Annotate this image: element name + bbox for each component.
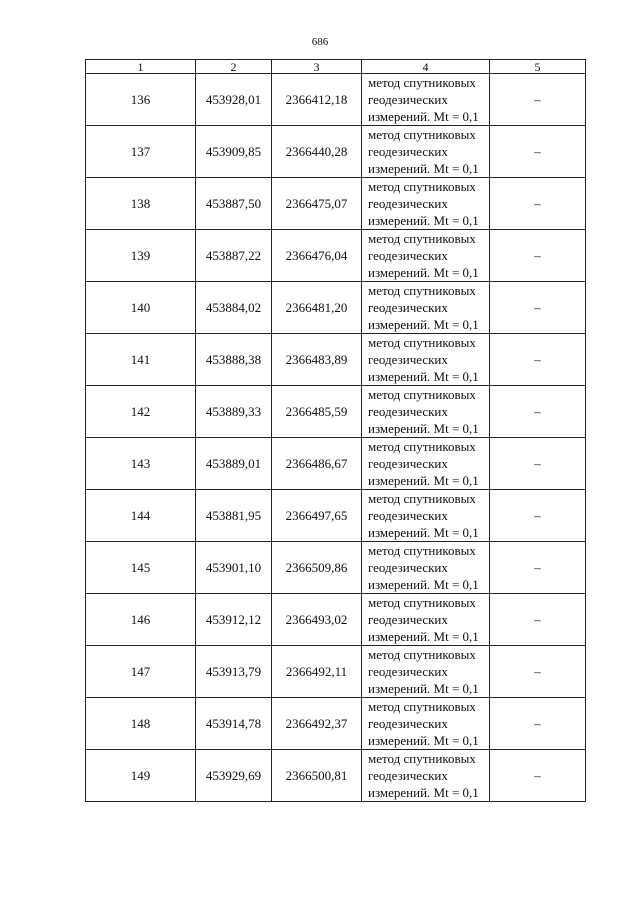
y-coordinate-cell: 2366493,02: [272, 594, 362, 646]
table-row: [86, 750, 586, 802]
y-coordinate-cell: 2366481,20: [272, 282, 362, 334]
column-header: 1: [86, 60, 196, 74]
method-line: измерений. Mt = 0,1: [368, 213, 479, 228]
method-line: измерений. Mt = 0,1: [368, 733, 479, 748]
x-coordinate-cell: 453928,01: [196, 74, 272, 126]
method-line: измерений. Mt = 0,1: [368, 785, 479, 800]
coordinates-table: [85, 59, 586, 802]
method-line: измерений. Mt = 0,1: [368, 161, 479, 176]
point-number-cell: 143: [86, 438, 196, 490]
note-cell: –: [490, 646, 586, 698]
method-line: геодезических: [368, 612, 448, 627]
method-cell: [362, 542, 490, 594]
y-coordinate-cell: 2366486,67: [272, 438, 362, 490]
method-line: метод спутниковых: [368, 439, 476, 454]
x-coordinate-cell: 453887,22: [196, 230, 272, 282]
table-row: [86, 334, 586, 386]
method-cell: [362, 282, 490, 334]
method-cell: [362, 126, 490, 178]
point-number-cell: 138: [86, 178, 196, 230]
y-coordinate-cell: 2366497,65: [272, 490, 362, 542]
table-row: [86, 490, 586, 542]
method-line: измерений. Mt = 0,1: [368, 681, 479, 696]
x-coordinate-cell: 453888,38: [196, 334, 272, 386]
method-line: метод спутниковых: [368, 75, 476, 90]
column-header: 5: [490, 60, 586, 74]
method-line: метод спутниковых: [368, 387, 476, 402]
note-cell: –: [490, 178, 586, 230]
note-cell: –: [490, 334, 586, 386]
y-coordinate-cell: 2366412,18: [272, 74, 362, 126]
method-line: метод спутниковых: [368, 283, 476, 298]
y-coordinate-cell: 2366492,37: [272, 698, 362, 750]
method-line: метод спутниковых: [368, 647, 476, 662]
table-row: [86, 646, 586, 698]
method-line: геодезических: [368, 508, 448, 523]
table-header-row: [86, 60, 586, 74]
y-coordinate-cell: 2366483,89: [272, 334, 362, 386]
y-coordinate-cell: 2366476,04: [272, 230, 362, 282]
x-coordinate-cell: 453881,95: [196, 490, 272, 542]
x-coordinate-cell: 453912,12: [196, 594, 272, 646]
note-cell: –: [490, 750, 586, 802]
note-cell: –: [490, 74, 586, 126]
y-coordinate-cell: 2366485,59: [272, 386, 362, 438]
table-row: [86, 178, 586, 230]
method-line: геодезических: [368, 144, 448, 159]
method-cell: [362, 74, 490, 126]
table-row: [86, 438, 586, 490]
method-line: метод спутниковых: [368, 231, 476, 246]
method-line: геодезических: [368, 716, 448, 731]
note-cell: –: [490, 126, 586, 178]
method-line: геодезических: [368, 768, 448, 783]
method-cell: [362, 594, 490, 646]
point-number-cell: 146: [86, 594, 196, 646]
method-line: метод спутниковых: [368, 751, 476, 766]
page-number: 686: [311, 36, 329, 48]
note-cell: –: [490, 438, 586, 490]
method-line: геодезических: [368, 404, 448, 419]
method-line: геодезических: [368, 92, 448, 107]
note-cell: –: [490, 386, 586, 438]
method-line: геодезических: [368, 248, 448, 263]
table-row: [86, 74, 586, 126]
table-row: [86, 126, 586, 178]
x-coordinate-cell: 453889,01: [196, 438, 272, 490]
point-number-cell: 140: [86, 282, 196, 334]
x-coordinate-cell: 453929,69: [196, 750, 272, 802]
x-coordinate-cell: 453909,85: [196, 126, 272, 178]
method-line: метод спутниковых: [368, 595, 476, 610]
y-coordinate-cell: 2366475,07: [272, 178, 362, 230]
method-line: измерений. Mt = 0,1: [368, 421, 479, 436]
x-coordinate-cell: 453913,79: [196, 646, 272, 698]
x-coordinate-cell: 453901,10: [196, 542, 272, 594]
method-cell: [362, 698, 490, 750]
point-number-cell: 139: [86, 230, 196, 282]
method-line: измерений. Mt = 0,1: [368, 369, 479, 384]
point-number-cell: 142: [86, 386, 196, 438]
x-coordinate-cell: 453889,33: [196, 386, 272, 438]
note-cell: –: [490, 230, 586, 282]
x-coordinate-cell: 453887,50: [196, 178, 272, 230]
method-cell: [362, 646, 490, 698]
table-row: [86, 386, 586, 438]
column-header: 4: [362, 60, 490, 74]
note-cell: –: [490, 698, 586, 750]
point-number-cell: 148: [86, 698, 196, 750]
method-cell: [362, 386, 490, 438]
x-coordinate-cell: 453914,78: [196, 698, 272, 750]
table-row: [86, 542, 586, 594]
method-line: геодезических: [368, 300, 448, 315]
method-line: геодезических: [368, 664, 448, 679]
point-number-cell: 147: [86, 646, 196, 698]
point-number-cell: 137: [86, 126, 196, 178]
method-line: измерений. Mt = 0,1: [368, 525, 479, 540]
table-row: [86, 230, 586, 282]
table-row: [86, 594, 586, 646]
note-cell: –: [490, 282, 586, 334]
method-line: геодезических: [368, 560, 448, 575]
x-coordinate-cell: 453884,02: [196, 282, 272, 334]
method-line: метод спутниковых: [368, 543, 476, 558]
method-cell: [362, 750, 490, 802]
method-line: измерений. Mt = 0,1: [368, 317, 479, 332]
table-row: [86, 698, 586, 750]
y-coordinate-cell: 2366440,28: [272, 126, 362, 178]
y-coordinate-cell: 2366492,11: [272, 646, 362, 698]
method-line: метод спутниковых: [368, 491, 476, 506]
column-header: 2: [196, 60, 272, 74]
table-body: [86, 74, 586, 802]
point-number-cell: 144: [86, 490, 196, 542]
method-line: измерений. Mt = 0,1: [368, 629, 479, 644]
method-cell: [362, 438, 490, 490]
note-cell: –: [490, 490, 586, 542]
method-line: геодезических: [368, 352, 448, 367]
method-cell: [362, 334, 490, 386]
point-number-cell: 141: [86, 334, 196, 386]
method-line: измерений. Mt = 0,1: [368, 109, 479, 124]
method-cell: [362, 230, 490, 282]
method-line: измерений. Mt = 0,1: [368, 473, 479, 488]
point-number-cell: 149: [86, 750, 196, 802]
point-number-cell: 136: [86, 74, 196, 126]
method-cell: [362, 490, 490, 542]
column-header: 3: [272, 60, 362, 74]
note-cell: –: [490, 542, 586, 594]
method-line: измерений. Mt = 0,1: [368, 577, 479, 592]
method-line: геодезических: [368, 196, 448, 211]
method-line: метод спутниковых: [368, 179, 476, 194]
method-line: метод спутниковых: [368, 335, 476, 350]
method-line: метод спутниковых: [368, 127, 476, 142]
method-line: измерений. Mt = 0,1: [368, 265, 479, 280]
table-row: [86, 282, 586, 334]
method-line: метод спутниковых: [368, 699, 476, 714]
point-number-cell: 145: [86, 542, 196, 594]
y-coordinate-cell: 2366500,81: [272, 750, 362, 802]
method-line: геодезических: [368, 456, 448, 471]
note-cell: –: [490, 594, 586, 646]
method-cell: [362, 178, 490, 230]
y-coordinate-cell: 2366509,86: [272, 542, 362, 594]
